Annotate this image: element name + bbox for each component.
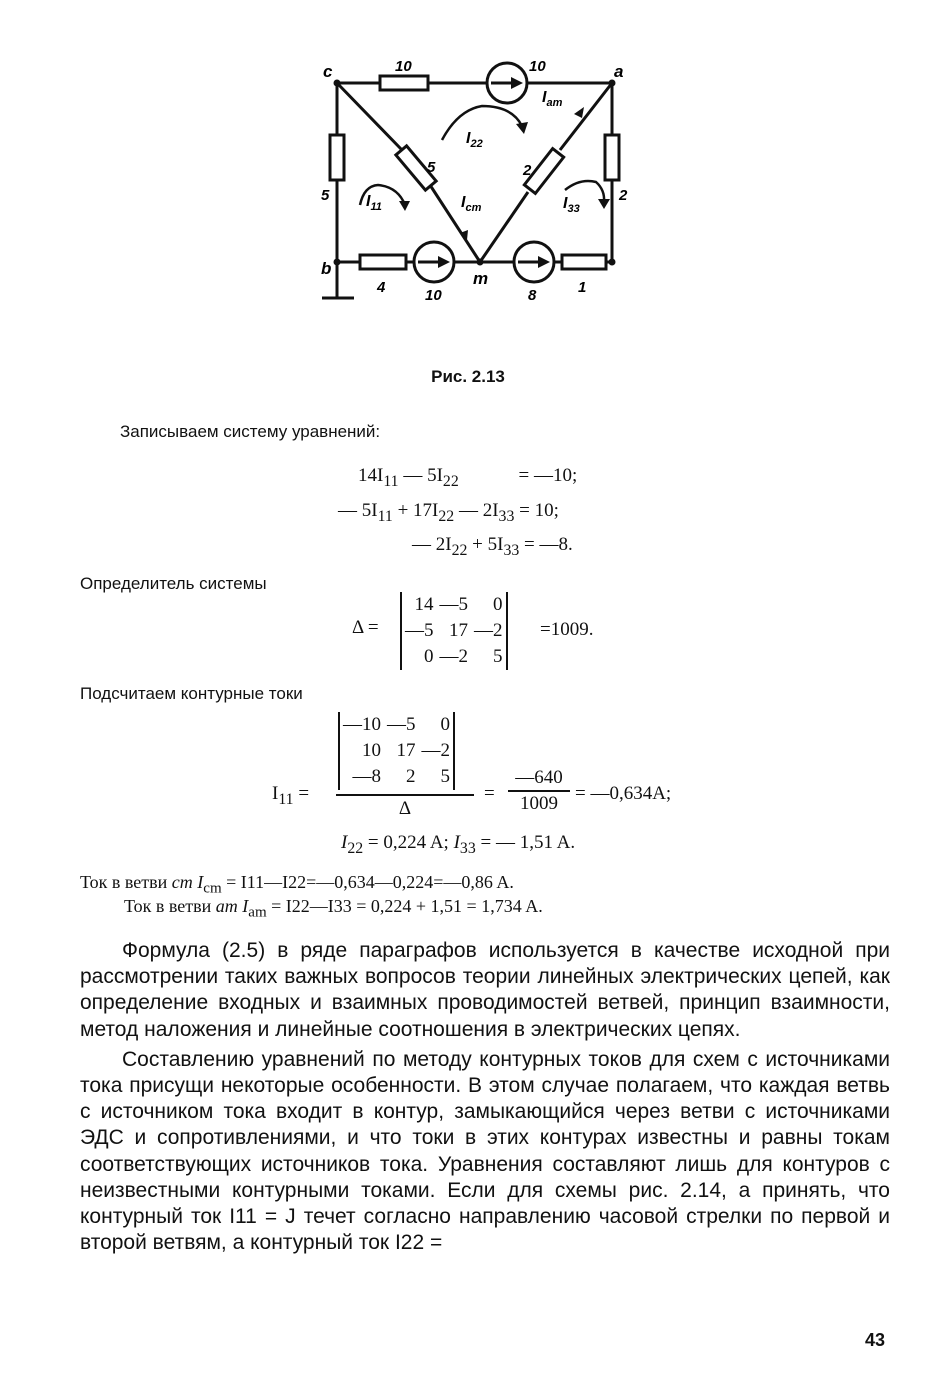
contour-frac-den: 1009 [520,793,558,814]
label-icm: $I_{cm}$ [461,194,482,214]
source-m-right [514,242,554,282]
loop-arrowhead-33 [598,199,610,209]
node-br-dot [609,259,616,266]
node-c-dot [334,80,341,87]
label-r-am: 2 [523,162,532,179]
loop-arrowhead-22 [516,122,528,134]
node-b-dot [334,259,341,266]
label-i33: $I_{33}$ [563,195,580,215]
loop-arrow-22 [442,106,522,140]
node-a-label: a [614,62,624,81]
label-i11: $I_{11}$ [366,193,382,213]
branch-cm-line: Ток в ветви cm $I_{cm}$ = I11—I22=—0,634—0,224=—0,86 A. [80,872,514,897]
label-r-bm: 4 [377,279,386,296]
node-m-label: m [473,269,489,288]
label-e-ca: 10 [529,58,546,75]
body-text [80,938,890,1256]
resistor-bm [360,255,406,269]
contour-matrix: —10 —5 0 10 17 —2 —8 2 5 [338,712,455,790]
contour-frac-num: —640 [515,767,563,788]
determinant-label: Определитель системы [80,574,267,593]
label-r-cb: 5 [321,187,330,204]
label-r-m-right: 1 [578,279,587,296]
loop-arrow-33 [565,181,604,202]
wire-cm [337,83,402,150]
label-r-a-right: 2 [619,187,628,204]
label-e-bm: 10 [425,287,442,304]
node-b-label: b [321,259,332,278]
contour-denominator: Δ [398,798,412,819]
label-e-m-right: 8 [528,287,537,304]
circuit-diagram [300,40,660,320]
equation-3: — $2I_{22} + 5I_{33}$ = —8. [412,534,573,559]
resistor-a-right [605,135,619,180]
arrow-iam [574,107,584,118]
label-r-ca: 10 [395,58,412,75]
resistor-ca [380,76,428,90]
contour-lhs: $I_{11}$ = [272,783,310,808]
contour-fraction [336,712,474,820]
intro-text: Записываем систему уравнений: [120,422,381,441]
node-c-label: c [323,62,333,81]
determinant-matrix: 14 —5 0 —5 17 —2 0 —2 5 [400,592,508,670]
paragraph-2: Составлению уравнений по методу контурных токов для схем с источниками тока присущи некоторые особенности. В этом случае полагаем, что каждая ветвь с источником тока входит в контур, замыкающийся через ветви с источниками ЭДС и сопротивлениями, и что токи в этих контурах известны и равны токам соответствующих источников тока. Уравнения составляют лишь для контуров с неизвестными контурными токами. Если для схемы рис. 2.14, а принять, что контурный ток I11 = J течет согласно направлению часовой стрелки по первой и второй ветвям, а контурный ток I22 = [80,1047,890,1255]
equation-2: — $5I_{11} + 17I_{22}$ — $2I_{33} = 10$; [338,500,559,525]
label-i22: $I_{22}$ [466,130,483,150]
resistor-cb [330,135,344,180]
source-ca [487,63,527,103]
contour-fraction-bar [336,794,474,796]
determinant-result: =1009. [540,619,594,640]
resistor-m-right [562,255,606,269]
label-r-cm: 5 [427,159,436,176]
figure-caption: Рис. 2.13 [431,367,505,386]
label-iam: $I_{am}$ [542,89,563,109]
contour-result: = —0,634A; [575,783,672,804]
equation-1: $14I_{11}$ — $5I_{22}$ = —10; [358,465,578,490]
contour-label: Подсчитаем контурные токи [80,684,303,703]
loop-arrowhead-11 [399,201,410,211]
determinant-lhs: Δ = [352,617,379,638]
page-number: 43 [865,1330,886,1350]
source-bm [414,242,454,282]
results-line: $I_{22} = 0,224$ A; $I_{33}$ = — 1,51 A. [341,832,576,857]
paragraph-1: Формула (2.5) в ряде параграфов используется в качестве исходной при рассмотрении таких важных вопросов теории линейных электрических цепей, как определение входных и взаимных проводимостей ветвей, принцип взаимности, метод наложения и линейные соотношения в электрических цепях. [80,939,890,1041]
node-m-dot [477,259,484,266]
contour-simple-fraction [508,767,570,815]
contour-frac-bar [508,790,570,792]
branch-am-line: Ток в ветви am $I_{am}$ = I22—I33 = 0,224 + 1,51 = 1,734 A. [124,896,543,921]
contour-eq-sign: = [484,783,495,804]
